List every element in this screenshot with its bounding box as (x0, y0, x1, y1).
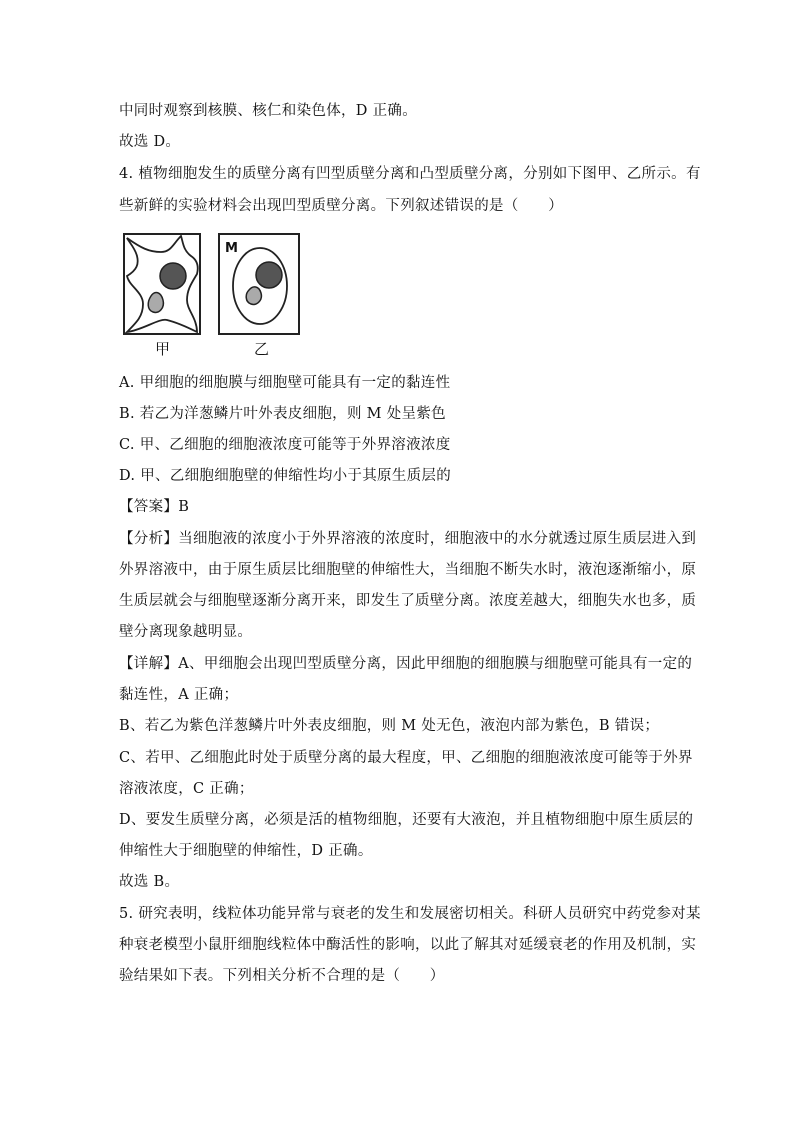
detail-line-1: 【详解】A、甲细胞会出现凹型质壁分离，因此甲细胞的细胞膜与细胞壁可能具有一定的 (119, 656, 693, 672)
analysis-line-1: 【分析】当细胞液的浓度小于外界溶液的浓度时，细胞液中的水分就透过原生质层进入到 (119, 531, 697, 547)
plasmolysis-figure (121, 230, 311, 360)
cell-jia-organelle (148, 293, 163, 313)
option-c: C. 甲、乙细胞的细胞液浓度可能等于外界溶液浓度 (119, 437, 451, 453)
detail-line-7: 伸缩性大于细胞壁的伸缩性，D 正确。 (119, 843, 373, 859)
analysis-line-2: 外界溶液中，由于原生质层比细胞壁的伸缩性大，当细胞不断失水时，液泡逐渐缩小，原 (119, 562, 697, 578)
cell-yi-protoplast (233, 248, 287, 324)
label-m: M (225, 241, 238, 256)
cell-yi-nucleus (256, 262, 282, 288)
cell-jia-nucleus (160, 263, 186, 289)
cell-yi-organelle (246, 287, 261, 305)
detail-line-2: 黏连性，A 正确； (119, 687, 239, 703)
detail-line-4: C、若甲、乙细胞此时处于质壁分离的最大程度，甲、乙细胞的细胞液浓度可能等于外界 (119, 750, 693, 766)
question-5-line-2: 种衰老模型小鼠肝细胞线粒体中酶活性的影响，以此了解其对延缓衰老的作用及机制，实 (119, 937, 697, 953)
label-yi: 乙 (254, 340, 270, 358)
analysis-line-3: 生质层就会与细胞壁逐渐分离开来，即发生了质壁分离。浓度差越大，细胞失水也多，质 (119, 593, 697, 609)
question-4-line-1: 4. 植物细胞发生的质壁分离有凹型质壁分离和凸型质壁分离，分别如下图甲、乙所示。有 (119, 166, 701, 182)
option-b: B. 若乙为洋葱鳞片叶外表皮细胞，则 M 处呈紫色 (119, 406, 446, 422)
final-choice: 故选 B。 (119, 874, 180, 890)
option-a: A. 甲细胞的细胞膜与细胞壁可能具有一定的黏连性 (119, 375, 451, 391)
question-5-line-1: 5. 研究表明，线粒体功能异常与衰老的发生和发展密切相关。科研人员研究中药党参对某 (119, 906, 701, 922)
text-line-2: 故选 D。 (119, 134, 181, 150)
detail-line-6: D、要发生质壁分离，必须是活的植物细胞，还要有大液泡，并且植物细胞中原生质层的 (119, 812, 694, 828)
question-4-line-2: 些新鲜的实验材料会出现凹型质壁分离。下列叙述错误的是（ ） (119, 198, 563, 214)
label-jia: 甲 (155, 340, 171, 358)
question-5-line-3: 验结果如下表。下列相关分析不合理的是（ ） (119, 968, 445, 984)
detail-line-3: B、若乙为紫色洋葱鳞片叶外表皮细胞，则 M 处无色，液泡内部为紫色，B 错误； (119, 718, 660, 734)
answer: 【答案】B (119, 499, 190, 515)
text-line-1: 中同时观察到核膜、核仁和染色体，D 正确。 (119, 103, 418, 119)
option-d: D. 甲、乙细胞细胞壁的伸缩性均小于其原生质层的 (119, 468, 452, 484)
cell-jia (124, 234, 200, 334)
analysis-line-4: 壁分离现象越明显。 (119, 624, 253, 640)
detail-line-5: 溶液浓度，C 正确； (119, 781, 254, 797)
